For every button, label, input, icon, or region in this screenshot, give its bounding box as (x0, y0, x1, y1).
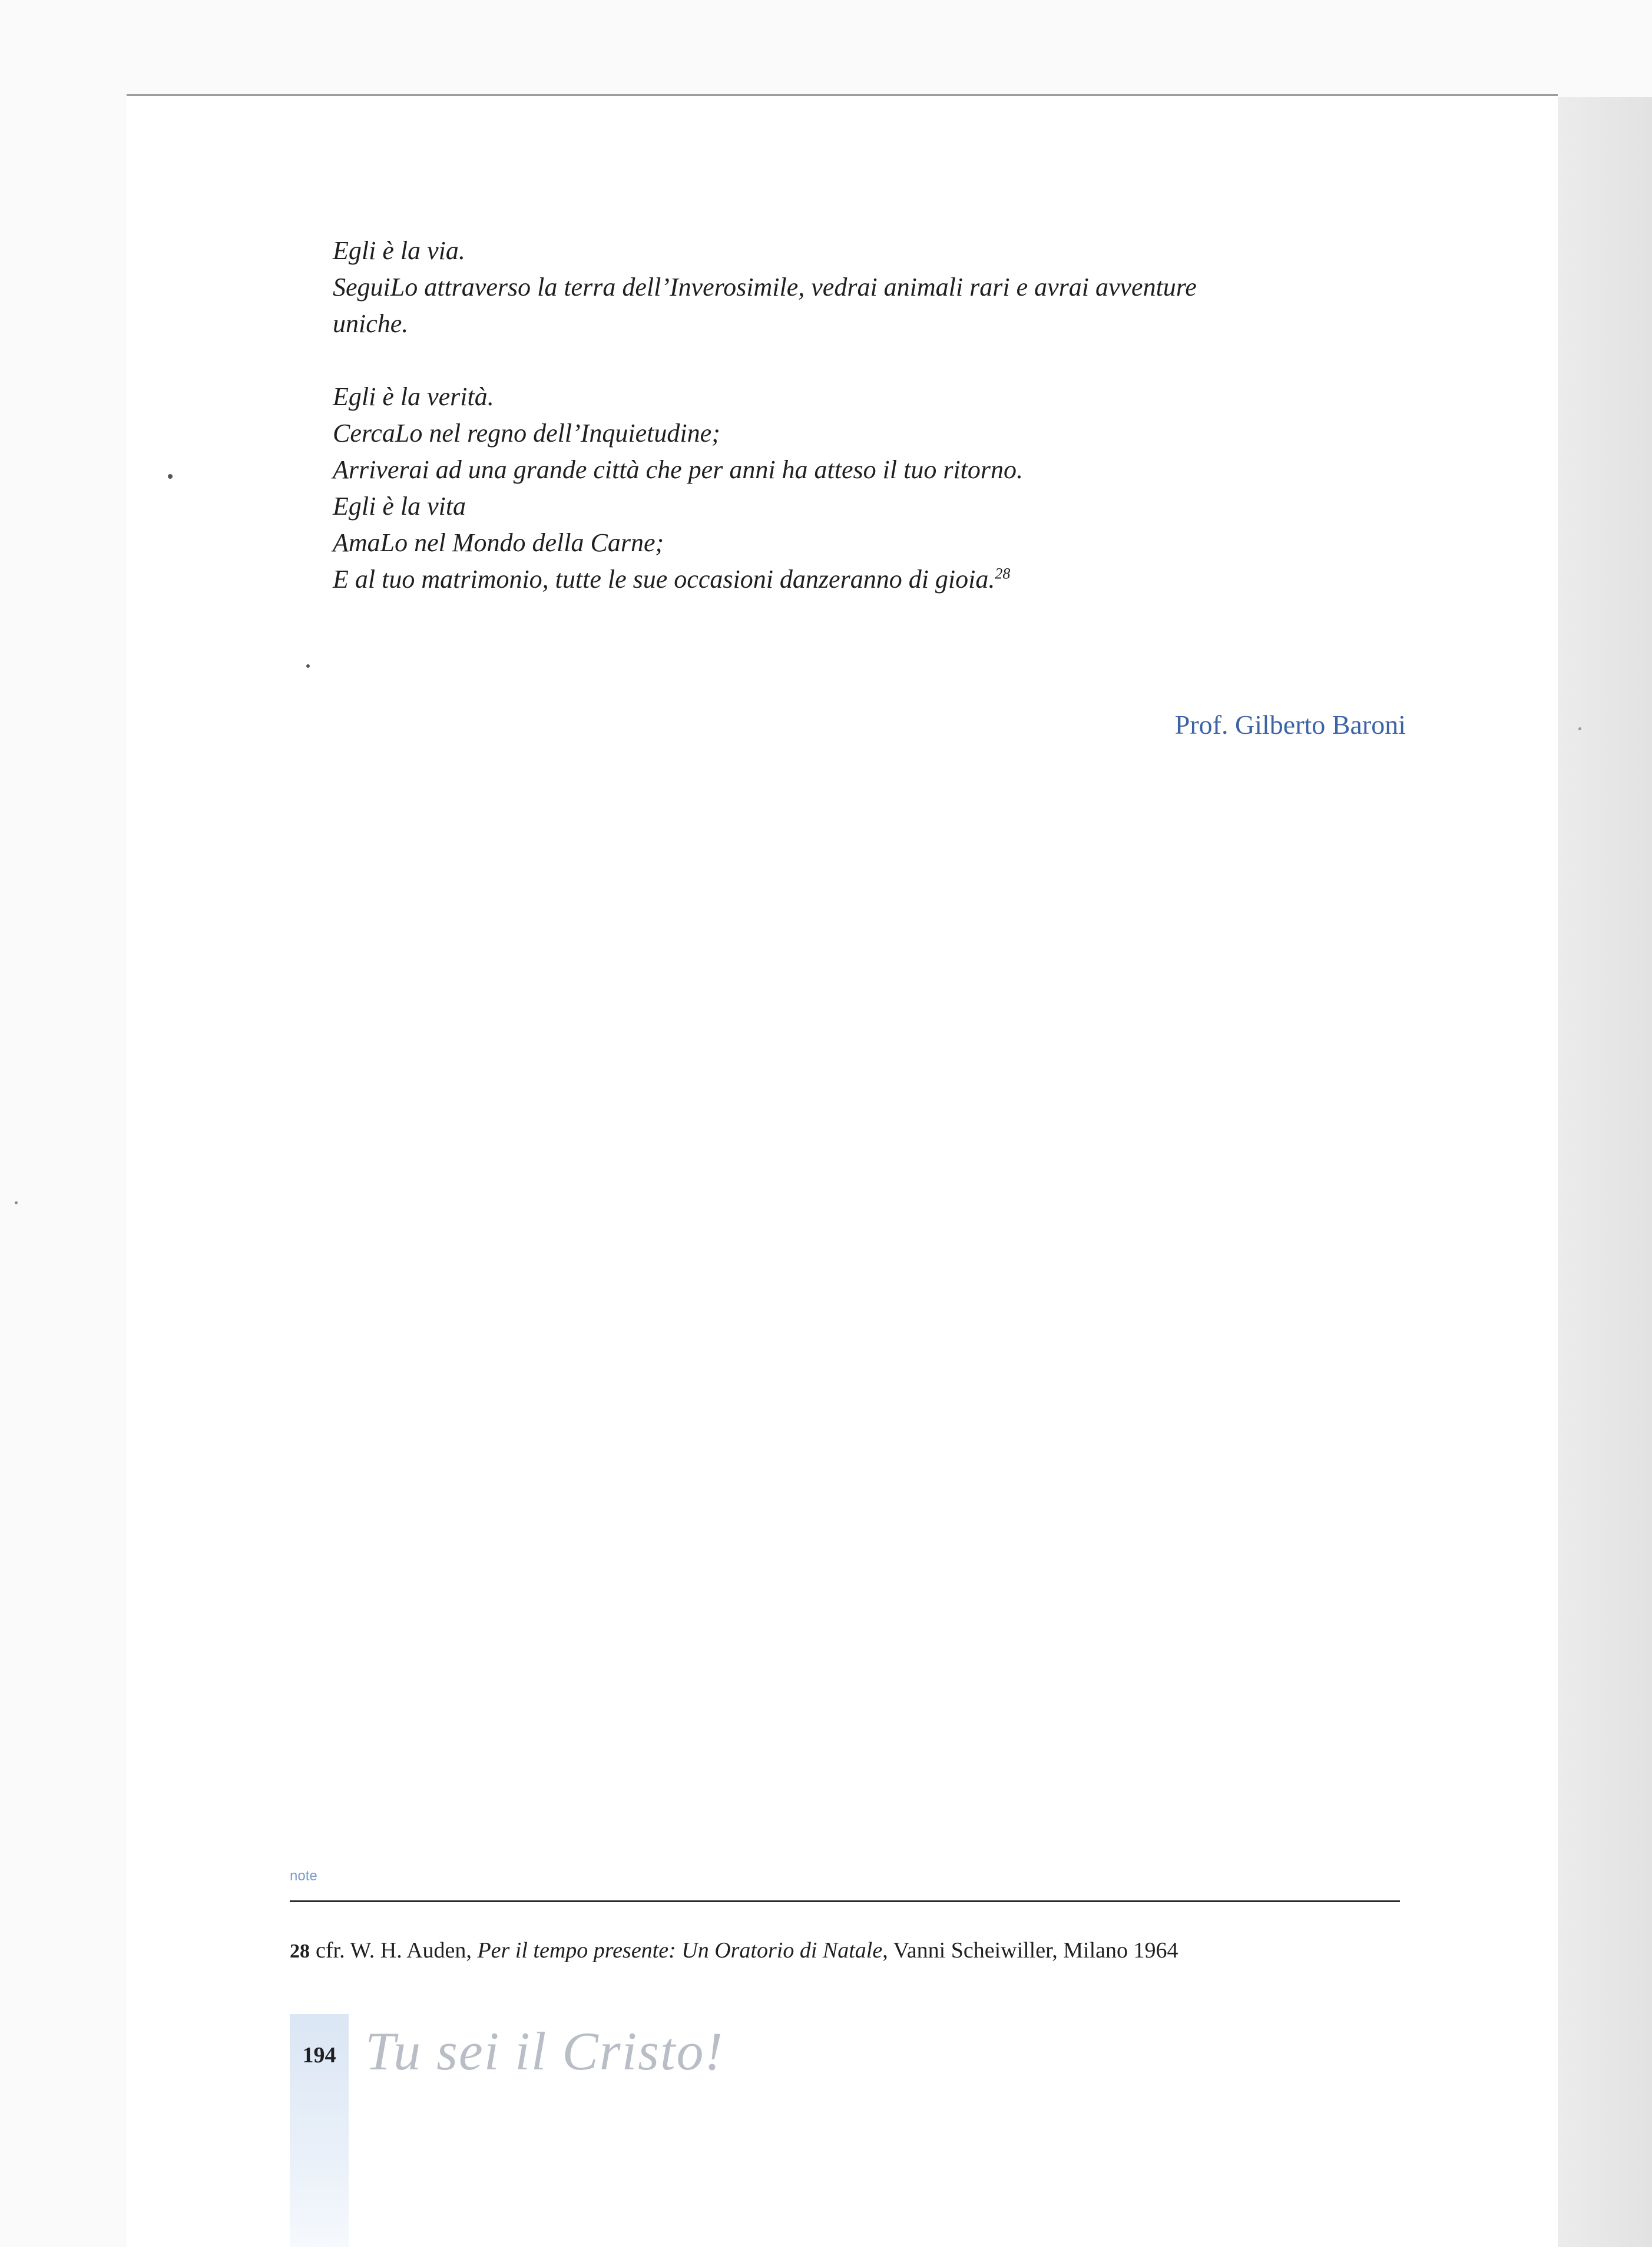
poem-line: Egli è la via. (333, 236, 465, 265)
footnote-prefix: cfr. W. H. Auden, (316, 1938, 478, 1963)
poem-line-text: E al tuo matrimonio, tutte le sue occasioni danzeranno di gioia. (333, 565, 995, 594)
scan-speck (168, 474, 173, 479)
poem-line: AmaLo nel Mondo della Carne; (333, 528, 664, 557)
scan-speck (15, 1201, 18, 1204)
scan-speck (1578, 727, 1581, 730)
footnote-suffix: , Vanni Scheiwiller, Milano 1964 (882, 1938, 1178, 1963)
poem-line: CercaLo nel regno dell’Inquietudine; (333, 419, 720, 448)
poem-line: SeguiLo attraverso la terra dell’Inverosimile, vedrai animali rari e avrai avventure uniche. (333, 273, 1197, 338)
page-number: 194 (302, 2043, 336, 2068)
next-page-edge (1555, 97, 1652, 2247)
poem-line-last (333, 561, 1452, 598)
author-signature: Prof. Gilberto Baroni (1174, 710, 1406, 740)
footnote-title: Per il tempo presente: Un Oratorio di Natale (477, 1938, 883, 1963)
notes-label: note (290, 1868, 317, 1884)
footnote (290, 1937, 1178, 1963)
poem (333, 233, 1452, 598)
poem-line: Egli è la vita (333, 492, 466, 521)
scan-speck (306, 664, 310, 668)
footnote-number: 28 (290, 1940, 310, 1962)
footnote-reference[interactable]: 28 (995, 565, 1011, 582)
poem-line: Egli è la verità. (333, 382, 494, 411)
notes-divider (290, 1900, 1400, 1902)
stanza-break (333, 342, 1452, 379)
running-title: Tu sei il Cristo! (365, 2021, 724, 2081)
poem-line: Arriverai ad una grande città che per anni ha atteso il tuo ritorno. (333, 455, 1024, 484)
